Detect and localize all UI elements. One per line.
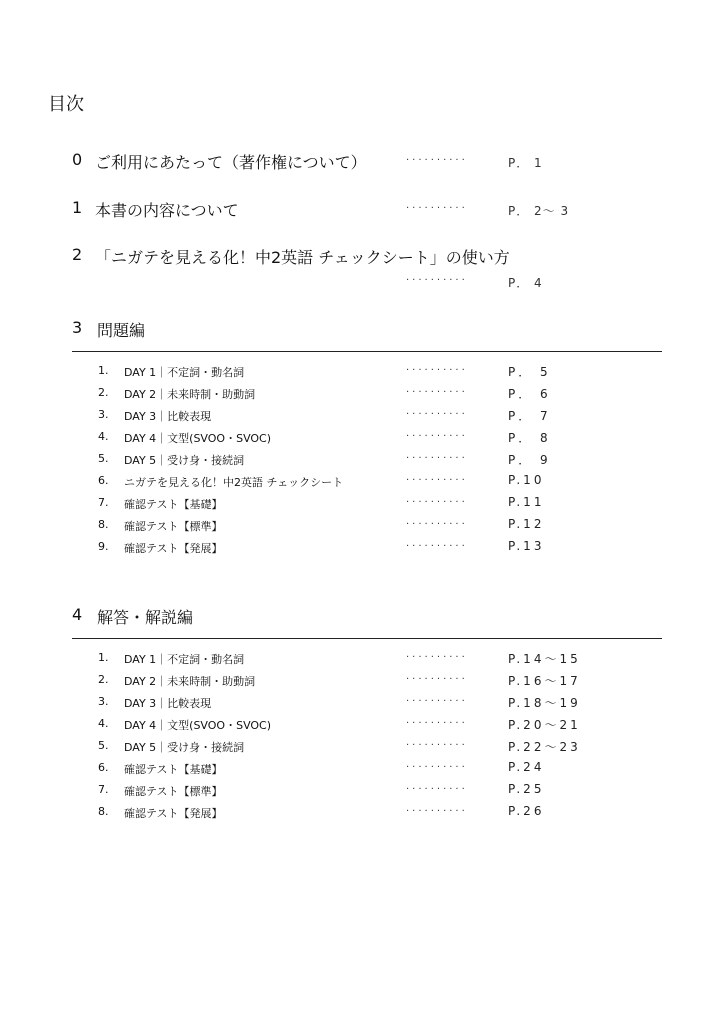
- section-heading: 問題編: [97, 321, 146, 340]
- item-title: DAY 1｜不定詞・動名詞: [124, 653, 245, 666]
- item-title: 確認テスト【基礎】: [124, 763, 223, 776]
- item-title: DAY 2｜未来時制・助動詞: [124, 388, 256, 401]
- leader-dots: ··········: [406, 275, 468, 286]
- leader-dots: ··········: [406, 806, 468, 817]
- page-number: P.25: [508, 782, 545, 796]
- item-number: 4.: [98, 430, 109, 443]
- item-number: 4.: [98, 717, 109, 730]
- item-title: DAY 3｜比較表現: [124, 410, 212, 423]
- item-title: DAY 4｜文型(SVOO・SVOC): [124, 432, 272, 445]
- page-number: P.22～23: [508, 740, 581, 754]
- toc-title: 目次: [48, 94, 84, 115]
- leader-dots: ··········: [406, 652, 468, 663]
- page-number: P． 1: [508, 156, 543, 170]
- item-number: 7.: [98, 496, 109, 509]
- leader-dots: ··········: [406, 409, 468, 420]
- item-number: 3.: [98, 695, 109, 708]
- item-number: 1.: [98, 651, 109, 664]
- leader-dots: ··········: [406, 497, 468, 508]
- section-divider: [72, 351, 662, 352]
- item-number: 8.: [98, 518, 109, 531]
- leader-dots: ··········: [406, 519, 468, 530]
- leader-dots: ··········: [406, 475, 468, 486]
- page-number: P.16～17: [508, 674, 581, 688]
- leader-dots: ··········: [406, 740, 468, 751]
- page-number: P． 9: [508, 453, 551, 467]
- item-title: DAY 3｜比較表現: [124, 697, 212, 710]
- item-title: DAY 2｜未来時制・助動詞: [124, 675, 256, 688]
- leader-dots: ··········: [406, 365, 468, 376]
- leader-dots: ··········: [406, 431, 468, 442]
- item-number: 2.: [98, 386, 109, 399]
- page-number: P.12: [508, 517, 545, 531]
- page-number: P.10: [508, 473, 545, 487]
- leader-dots: ··········: [406, 541, 468, 552]
- entry-number: 0: [72, 150, 83, 169]
- leader-dots: ··········: [406, 762, 468, 773]
- page-number: P． 8: [508, 431, 551, 445]
- item-number: 3.: [98, 408, 109, 421]
- entry-title: 「ニガテを見える化！中2英語 チェックシート」の使い方: [95, 248, 510, 267]
- page-number: P． 6: [508, 387, 551, 401]
- item-title: ニガテを見える化！中2英語 チェックシート: [124, 476, 344, 489]
- page-number: P． 4: [508, 276, 543, 290]
- item-title: DAY 4｜文型(SVOO・SVOC): [124, 719, 272, 732]
- item-title: DAY 1｜不定詞・動名詞: [124, 366, 245, 379]
- leader-dots: ··········: [406, 784, 468, 795]
- entry-title: 本書の内容について: [95, 201, 239, 220]
- section-number: 3: [72, 318, 83, 337]
- item-number: 2.: [98, 673, 109, 686]
- item-title: 確認テスト【発展】: [124, 807, 223, 820]
- leader-dots: ··········: [406, 155, 468, 166]
- page-number: P． 7: [508, 409, 551, 423]
- item-number: 6.: [98, 474, 109, 487]
- section-heading: 解答・解説編: [97, 608, 194, 627]
- section-divider: [72, 638, 662, 639]
- page-number: P.13: [508, 539, 545, 553]
- page-number: P． 5: [508, 365, 551, 379]
- item-number: 5.: [98, 452, 109, 465]
- item-title: DAY 5｜受け身・接続詞: [124, 741, 245, 754]
- entry-number: 1: [72, 198, 83, 217]
- item-number: 1.: [98, 364, 109, 377]
- section-number: 4: [72, 605, 83, 624]
- item-number: 9.: [98, 540, 109, 553]
- leader-dots: ··········: [406, 387, 468, 398]
- item-title: 確認テスト【標準】: [124, 520, 223, 533]
- item-title: 確認テスト【標準】: [124, 785, 223, 798]
- page-number: P.24: [508, 760, 545, 774]
- leader-dots: ··········: [406, 674, 468, 685]
- item-number: 5.: [98, 739, 109, 752]
- page-number: P.26: [508, 804, 545, 818]
- page-number: P． 2～ 3: [508, 204, 570, 218]
- item-title: 確認テスト【発展】: [124, 542, 223, 555]
- page-number: P.11: [508, 495, 545, 509]
- leader-dots: ··········: [406, 453, 468, 464]
- leader-dots: ··········: [406, 718, 468, 729]
- page-number: P.20～21: [508, 718, 581, 732]
- item-number: 6.: [98, 761, 109, 774]
- item-title: 確認テスト【基礎】: [124, 498, 223, 511]
- item-title: DAY 5｜受け身・接続詞: [124, 454, 245, 467]
- entry-number: 2: [72, 245, 83, 264]
- item-number: 7.: [98, 783, 109, 796]
- page-number: P.14～15: [508, 652, 581, 666]
- leader-dots: ··········: [406, 203, 468, 214]
- item-number: 8.: [98, 805, 109, 818]
- leader-dots: ··········: [406, 696, 468, 707]
- page-number: P.18～19: [508, 696, 581, 710]
- entry-title: ご利用にあたって（著作権について）: [95, 153, 367, 172]
